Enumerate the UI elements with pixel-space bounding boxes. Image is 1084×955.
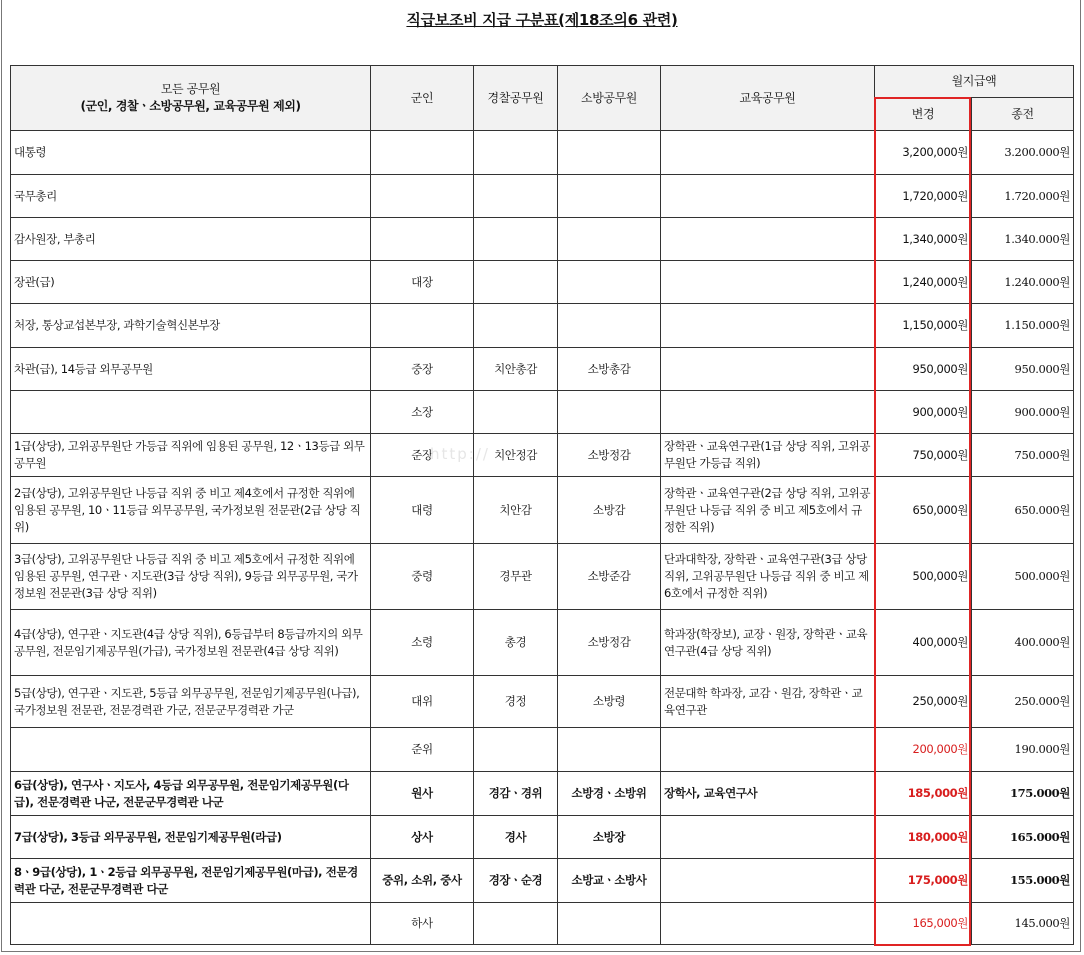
education-rank-cell (661, 131, 875, 175)
table-row (11, 175, 1074, 218)
rank-description-cell: 8ㆍ9급(상당), 1ㆍ2등급 외무공무원, 전문임기제공무원(마급), 전문경력관 다군, 전문군무경력관 다군 (11, 859, 371, 903)
military-rank-cell: 중위, 소위, 중사 (371, 859, 474, 903)
police-rank-cell (474, 175, 558, 218)
fire-rank-cell: 소방경ㆍ소방위 (558, 772, 661, 816)
header-changed: 변경 (875, 98, 972, 131)
allowance-table (10, 65, 1074, 945)
table-row (11, 391, 1074, 434)
header-all-public-line1: 모든 공무원 (160, 82, 221, 96)
education-rank-cell (661, 391, 875, 434)
previous-amount-cell: 400.000원 (972, 610, 1074, 676)
police-rank-cell (474, 218, 558, 261)
rank-description-cell: 1급(상당), 고위공무원단 가등급 직위에 임용된 공무원, 12ㆍ13등급 외무공무원 (11, 434, 371, 477)
previous-amount-cell: 900.000원 (972, 391, 1074, 434)
changed-amount-cell: 400,000원 (875, 610, 972, 676)
table-row (11, 610, 1074, 676)
rank-description-cell: 7급(상당), 3등급 외무공무원, 전문임기제공무원(라급) (11, 816, 371, 859)
education-rank-cell: 장학관ㆍ교육연구관(2급 상당 직위, 고위공무원단 나등급 직위 중 비고 제5호에서 규정한 직위) (661, 477, 875, 544)
fire-rank-cell: 소방교ㆍ소방사 (558, 859, 661, 903)
education-rank-cell (661, 859, 875, 903)
table-row (11, 728, 1074, 772)
education-rank-cell: 장학사, 교육연구사 (661, 772, 875, 816)
header-police: 경찰공무원 (474, 66, 558, 131)
rank-description-cell: 3급(상당), 고위공무원단 나등급 직위 중 비고 제5호에서 규정한 직위에 임용된 공무원, 연구관ㆍ지도관(3급 상당 직위), 9등급 외무공무원, 국가정보원 전문관(3급 상당 직위) (11, 544, 371, 610)
military-rank-cell: 대령 (371, 477, 474, 544)
table-row (11, 261, 1074, 304)
rank-description-cell (11, 903, 371, 945)
education-rank-cell (661, 261, 875, 304)
fire-rank-cell (558, 903, 661, 945)
rank-description-cell: 2급(상당), 고위공무원단 나등급 직위 중 비고 제4호에서 규정한 직위에 임용된 공무원, 10ㆍ11등급 외무공무원, 국가정보원 전문관(2급 상당 직위) (11, 477, 371, 544)
previous-amount-cell: 250.000원 (972, 676, 1074, 728)
fire-rank-cell (558, 304, 661, 348)
police-rank-cell (474, 261, 558, 304)
changed-amount-cell: 1,720,000원 (875, 175, 972, 218)
table-row (11, 772, 1074, 816)
table-row (11, 676, 1074, 728)
rank-description-cell: 처장, 통상교섭본부장, 과학기술혁신본부장 (11, 304, 371, 348)
header-military: 군인 (371, 66, 474, 131)
police-rank-cell (474, 903, 558, 945)
rank-description-cell: 차관(급), 14등급 외무공무원 (11, 348, 371, 391)
rank-description-cell: 국무총리 (11, 175, 371, 218)
previous-amount-cell: 1.150.000원 (972, 304, 1074, 348)
previous-amount-cell: 1.720.000원 (972, 175, 1074, 218)
previous-amount-cell: 190.000원 (972, 728, 1074, 772)
military-rank-cell: 원사 (371, 772, 474, 816)
header-education: 교육공무원 (661, 66, 875, 131)
military-rank-cell (371, 304, 474, 348)
fire-rank-cell (558, 131, 661, 175)
education-rank-cell: 학과장(학장보), 교장ㆍ원장, 장학관ㆍ교육연구관(4급 상당 직위) (661, 610, 875, 676)
fire-rank-cell (558, 175, 661, 218)
changed-amount-cell: 500,000원 (875, 544, 972, 610)
previous-amount-cell: 165.000원 (972, 816, 1074, 859)
rank-description-cell: 6급(상당), 연구사ㆍ지도사, 4등급 외무공무원, 전문임기제공무원(다급), 전문경력관 나군, 전문군무경력관 나군 (11, 772, 371, 816)
previous-amount-cell: 1.240.000원 (972, 261, 1074, 304)
changed-amount-cell: 250,000원 (875, 676, 972, 728)
police-rank-cell: 총경 (474, 610, 558, 676)
previous-amount-cell: 750.000원 (972, 434, 1074, 477)
fire-rank-cell: 소방정감 (558, 610, 661, 676)
previous-amount-cell: 145.000원 (972, 903, 1074, 945)
table-row (11, 218, 1074, 261)
changed-amount-cell: 185,000원 (875, 772, 972, 816)
changed-amount-cell: 650,000원 (875, 477, 972, 544)
education-rank-cell: 전문대학 학과장, 교감ㆍ원감, 장학관ㆍ교육연구관 (661, 676, 875, 728)
previous-amount-cell: 500.000원 (972, 544, 1074, 610)
military-rank-cell: 준장 (371, 434, 474, 477)
rank-description-cell (11, 391, 371, 434)
military-rank-cell: 소장 (371, 391, 474, 434)
changed-amount-cell: 200,000원 (875, 728, 972, 772)
fire-rank-cell (558, 218, 661, 261)
previous-amount-cell: 650.000원 (972, 477, 1074, 544)
fire-rank-cell: 소방정감 (558, 434, 661, 477)
education-rank-cell (661, 903, 875, 945)
fire-rank-cell: 소방감 (558, 477, 661, 544)
header-fire: 소방공무원 (558, 66, 661, 131)
header-monthly: 월지급액 (875, 66, 1074, 98)
changed-amount-cell: 175,000원 (875, 859, 972, 903)
rank-description-cell: 4급(상당), 연구관ㆍ지도관(4급 상당 직위), 6등급부터 8등급까지의 외무공무원, 전문임기제공무원(가급), 국가정보원 전문관(4급 상당 직위) (11, 610, 371, 676)
table-row (11, 544, 1074, 610)
military-rank-cell: 대장 (371, 261, 474, 304)
police-rank-cell (474, 304, 558, 348)
police-rank-cell: 치안감 (474, 477, 558, 544)
fire-rank-cell: 소방령 (558, 676, 661, 728)
table-row (11, 304, 1074, 348)
police-rank-cell (474, 131, 558, 175)
military-rank-cell: 대위 (371, 676, 474, 728)
military-rank-cell: 하사 (371, 903, 474, 945)
changed-amount-cell: 180,000원 (875, 816, 972, 859)
military-rank-cell: 준위 (371, 728, 474, 772)
previous-amount-cell: 175.000원 (972, 772, 1074, 816)
police-rank-cell: 경정 (474, 676, 558, 728)
military-rank-cell (371, 131, 474, 175)
education-rank-cell (661, 304, 875, 348)
education-rank-cell (661, 728, 875, 772)
rank-description-cell: 대통령 (11, 131, 371, 175)
changed-amount-cell: 1,240,000원 (875, 261, 972, 304)
military-rank-cell: 중장 (371, 348, 474, 391)
rank-description-cell: 5급(상당), 연구관ㆍ지도관, 5등급 외무공무원, 전문임기제공무원(나급), 국가정보원 전문관, 전문경력관 가군, 전문군무경력관 가군 (11, 676, 371, 728)
education-rank-cell: 장학관ㆍ교육연구관(1급 상당 직위, 고위공무원단 가등급 직위) (661, 434, 875, 477)
military-rank-cell: 중령 (371, 544, 474, 610)
education-rank-cell (661, 348, 875, 391)
changed-amount-cell: 750,000원 (875, 434, 972, 477)
table-row (11, 816, 1074, 859)
changed-amount-cell: 1,150,000원 (875, 304, 972, 348)
fire-rank-cell (558, 391, 661, 434)
fire-rank-cell (558, 261, 661, 304)
police-rank-cell: 경무관 (474, 544, 558, 610)
military-rank-cell: 소령 (371, 610, 474, 676)
changed-amount-cell: 950,000원 (875, 348, 972, 391)
education-rank-cell: 단과대학장, 장학관ㆍ교육연구관(3급 상당 직위, 고위공무원단 나등급 직위 중 비고 제6호에서 규정한 직위) (661, 544, 875, 610)
military-rank-cell (371, 218, 474, 261)
education-rank-cell (661, 218, 875, 261)
previous-amount-cell: 155.000원 (972, 859, 1074, 903)
table-row (11, 131, 1074, 175)
police-rank-cell: 경감ㆍ경위 (474, 772, 558, 816)
police-rank-cell: 경사 (474, 816, 558, 859)
changed-amount-cell: 1,340,000원 (875, 218, 972, 261)
police-rank-cell: 치안총감 (474, 348, 558, 391)
previous-amount-cell: 3.200.000원 (972, 131, 1074, 175)
table-row (11, 477, 1074, 544)
education-rank-cell (661, 175, 875, 218)
military-rank-cell (371, 175, 474, 218)
changed-amount-cell: 165,000원 (875, 903, 972, 945)
document-title: 직급보조비 지급 구분표(제18조의6 관련) (406, 11, 678, 29)
fire-rank-cell: 소방준감 (558, 544, 661, 610)
fire-rank-cell (558, 728, 661, 772)
police-rank-cell: 치안정감 (474, 434, 558, 477)
police-rank-cell (474, 728, 558, 772)
table-row (11, 348, 1074, 391)
police-rank-cell (474, 391, 558, 434)
military-rank-cell: 상사 (371, 816, 474, 859)
header-all-public-line2: (군인, 경찰ㆍ소방공무원, 교육공무원 제외) (80, 99, 301, 113)
changed-amount-cell: 3,200,000원 (875, 131, 972, 175)
fire-rank-cell: 소방장 (558, 816, 661, 859)
police-rank-cell: 경장ㆍ순경 (474, 859, 558, 903)
previous-amount-cell: 950.000원 (972, 348, 1074, 391)
fire-rank-cell: 소방총감 (558, 348, 661, 391)
table-row (11, 903, 1074, 945)
previous-amount-cell: 1.340.000원 (972, 218, 1074, 261)
table-row (11, 434, 1074, 477)
education-rank-cell (661, 816, 875, 859)
rank-description-cell: 감사원장, 부총리 (11, 218, 371, 261)
watermark-text: http:// (430, 445, 490, 463)
rank-description-cell: 장관(급) (11, 261, 371, 304)
header-previous: 종전 (972, 98, 1074, 131)
header-all-public (11, 66, 371, 131)
table-row (11, 859, 1074, 903)
rank-description-cell (11, 728, 371, 772)
changed-amount-cell: 900,000원 (875, 391, 972, 434)
